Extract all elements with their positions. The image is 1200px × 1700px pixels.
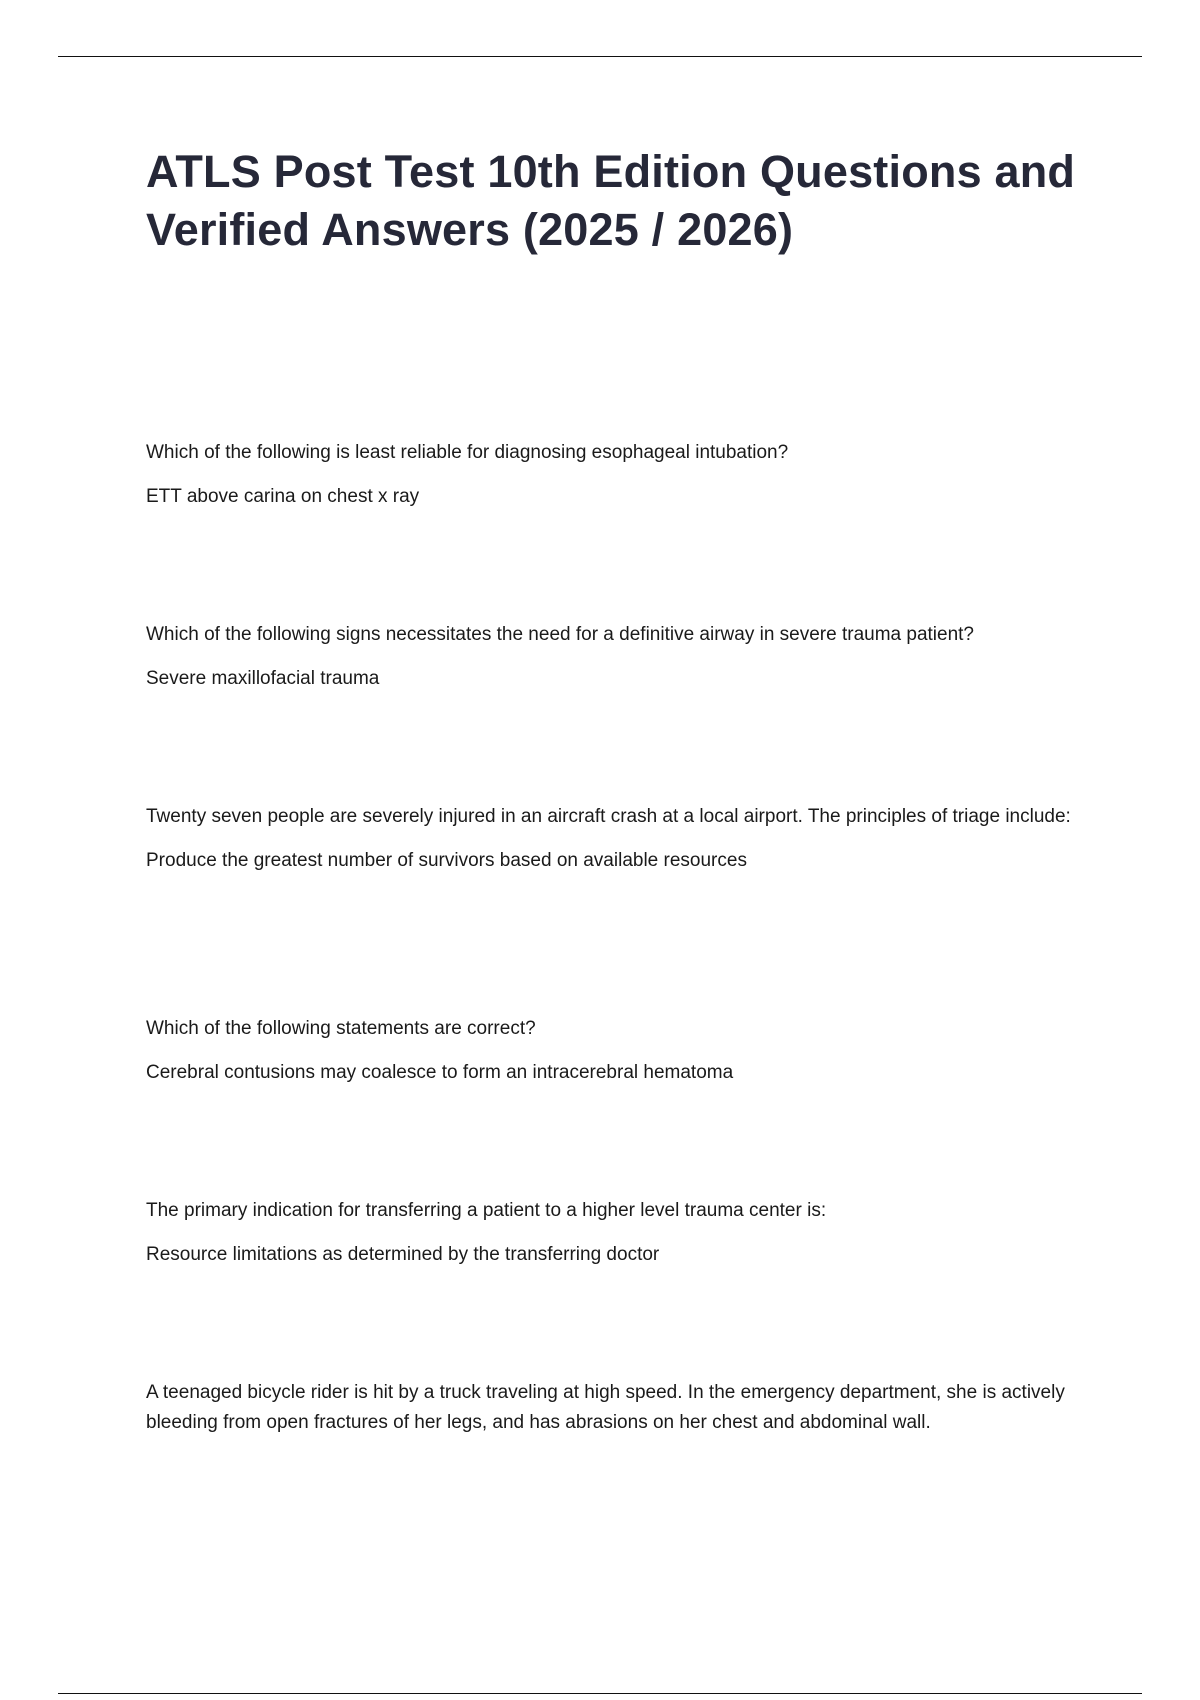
answer-text: ETT above carina on chest x ray [146,486,420,507]
document-title: ATLS Post Test 10th Edition Questions and Verified Answers (2025 / 2026) [146,146,1076,255]
question-text: Twenty seven people are severely injured in an aircraft crash at a local airport. The principles of triage include: [146,806,1071,827]
answer-text: Produce the greatest number of survivors based on available resources [146,850,747,871]
top-divider [58,56,1142,57]
bottom-divider [58,1693,1142,1694]
qa-item [146,1378,1076,1438]
qa-item [146,802,1076,876]
answer-text: Resource limitations as determined by the transferring doctor [146,1244,660,1265]
answer-text: Cerebral contusions may coalesce to form an intracerebral hematoma [146,1062,734,1083]
qa-item [146,1196,1076,1270]
question-text: A teenaged bicycle rider is hit by a truck traveling at high speed. In the emergency department, she is actively bleeding from open fractures of her legs, and has abrasions on her chest and abdominal wall. [146,1382,1065,1433]
question-text: Which of the following statements are correct? [146,1018,536,1039]
qa-item [146,620,1076,694]
question-text: Which of the following is least reliable for diagnosing esophageal intubation? [146,442,789,463]
question-text: Which of the following signs necessitates the need for a definitive airway in severe trauma patient? [146,624,975,645]
question-text: The primary indication for transferring a patient to a higher level trauma center is: [146,1200,827,1221]
qa-item [146,1014,1076,1088]
answer-text: Severe maxillofacial trauma [146,668,380,689]
qa-item [146,438,1076,512]
